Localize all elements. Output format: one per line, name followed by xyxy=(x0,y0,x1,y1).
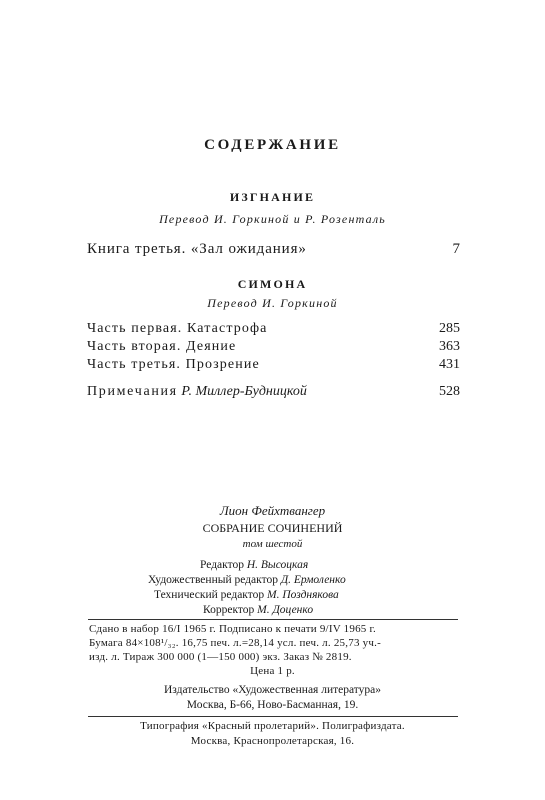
toc-entry[interactable] xyxy=(87,339,460,359)
credit-line xyxy=(154,589,339,601)
toc-entry-label: Часть первая. Катастрофа xyxy=(87,321,268,336)
section-heading-simone: СИМОНА xyxy=(237,277,308,291)
colophon-author: Лион Фейхтвангер xyxy=(219,503,326,518)
price: Цена 1 р. xyxy=(250,665,295,677)
contents-title: СОДЕРЖАНИЕ xyxy=(204,137,341,153)
toc-entry[interactable] xyxy=(87,321,460,341)
publisher-line: Москва, Б-66, Ново-Басманная, 19. xyxy=(186,699,359,711)
section-translator-exile: Перевод И. Горкиной и Р. Розенталь xyxy=(159,212,386,226)
credit-line xyxy=(148,574,346,586)
divider xyxy=(88,619,458,620)
toc-entry-page: 363 xyxy=(439,339,460,354)
section-translator-simone: Перевод И. Горкиной xyxy=(207,296,338,310)
toc-entry-label: Часть вторая. Деяние xyxy=(87,339,237,354)
colophon-collection: СОБРАНИЕ СОЧИНЕНИЙ xyxy=(202,521,343,535)
print-details-line: изд. л. Тираж 300 000 (1—150 000) экз. Заказ № 2819. xyxy=(89,651,352,663)
printer-line: Москва, Краснопролетарская, 16. xyxy=(190,735,355,747)
credit-role: Редактор xyxy=(200,559,244,571)
credit-role: Художественный редактор xyxy=(148,574,278,586)
toc-entry-page: 528 xyxy=(439,384,460,399)
credit-name: Н. Высоцкая xyxy=(246,559,309,571)
toc-entry-notes[interactable] xyxy=(87,384,460,404)
notes-label-prefix: Примечания xyxy=(87,384,178,399)
credit-role: Корректор xyxy=(203,604,255,616)
toc-entry-label: Часть третья. Прозрение xyxy=(87,357,260,372)
print-details-line: Сдано в набор 16/I 1965 г. Подписано к печати 9/IV 1965 г. xyxy=(89,623,376,635)
printer-line: Типография «Красный пролетарий». Полиграфиздата. xyxy=(140,720,405,732)
colophon-volume: том шестой xyxy=(242,538,303,550)
toc-entry-page: 431 xyxy=(439,357,460,372)
credit-name: М. Позднякова xyxy=(267,589,339,601)
section-heading-exile: ИЗГНАНИЕ xyxy=(229,190,316,204)
toc-entry-page: 285 xyxy=(439,321,460,336)
publisher-line: Издательство «Художественная литература» xyxy=(163,684,382,696)
toc-entry[interactable] xyxy=(87,241,460,261)
credit-name: Д. Ермоленко xyxy=(280,574,346,586)
toc-entry[interactable] xyxy=(87,357,460,377)
toc-entry-label: Книга третья. «Зал ожидания» xyxy=(87,241,307,257)
toc-entry-label xyxy=(87,384,307,400)
credit-role: Технический редактор xyxy=(154,589,265,601)
toc-entry-page: 7 xyxy=(452,241,460,257)
divider xyxy=(88,716,458,717)
credit-line xyxy=(203,604,313,616)
credit-line xyxy=(200,559,308,571)
credit-name: М. Доценко xyxy=(257,604,314,616)
print-details-line: Бумага 84×108¹/₃₂. 16,75 печ. л.=28,14 усл. печ. л. 25,73 уч.- xyxy=(89,637,381,649)
notes-label-author: Р. Миллер-Будницкой xyxy=(181,384,307,399)
